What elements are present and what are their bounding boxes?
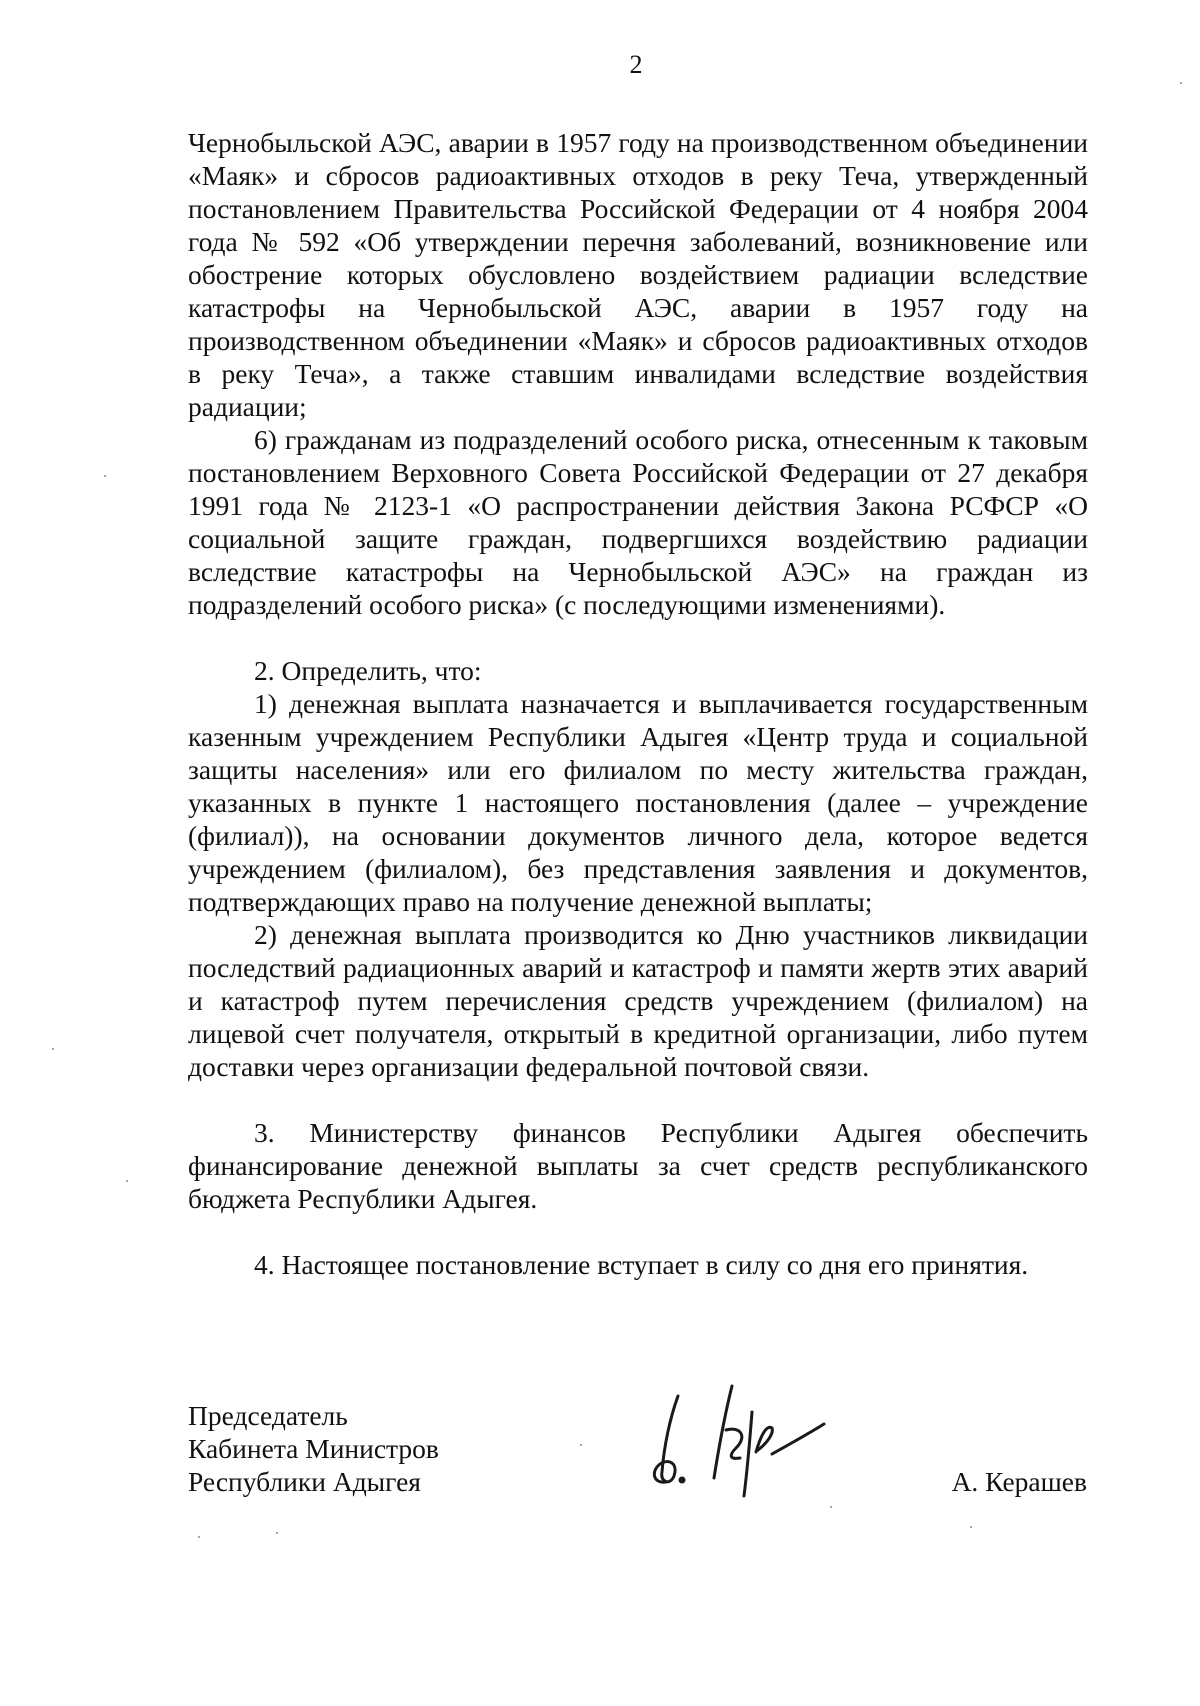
scan-speck <box>580 1444 582 1446</box>
signatory-title-line: Председатель <box>188 1400 348 1431</box>
handwritten-signature <box>640 1368 840 1508</box>
paragraph-section-3: 3. Министерству финансов Республики Адыгея обеспечить финансирование денежной выплаты за счет средств республиканского бюджета Республики Адыгея. <box>188 1117 1088 1214</box>
signatory-name: А. Керашев <box>951 1466 1087 1497</box>
paragraph-section-2-item-1: 1) денежная выплата назначается и выплачивается государственным казенным учреждением Республики Адыгея «Центр труда и социальной защиты населения» или его филиалом по месту жительства граждан, указанных в пункте 1 настоящего постановления (далее – учреждение (филиал)), на основании документов личного дела, которое ведется учреждением (филиалом), без представления заявления и документов, подтверждающих право на получение денежной выплаты; <box>188 688 1088 917</box>
scan-speck <box>1180 82 1182 84</box>
paragraph-section-4: 4. Настоящее постановление вступает в силу со дня его принятия. <box>254 1249 1029 1280</box>
signatory-title-line: Республики Адыгея <box>188 1466 421 1497</box>
scan-speck <box>198 1536 200 1538</box>
paragraph-continuation: Чернобыльской АЭС, аварии в 1957 году на производственном объединении «Маяк» и сбросов радиоактивных отходов в реку Теча, утвержденный постановлением Правительства Российской Федерации от 4 ноября 2004 года № 592 «Об утверждении перечня заболеваний, возникновение или обострение которых обусловлено воздействием радиации вследствие катастрофы на Чернобыльской АЭС, аварии в 1957 году на производственном объединении «Маяк» и сбросов радиоактивных отходов в реку Теча», а также ставшим инвалидами вследствие воздействия радиации; <box>188 127 1088 422</box>
paragraph-section-2: 2. Определить, что: <box>254 655 482 686</box>
scan-speck <box>52 1048 54 1050</box>
paragraph-section-2-item-2: 2) денежная выплата производится ко Дню участников ликвидации последствий радиационных аварий и катастроф и памяти жертв этих аварий и катастроф путем перечисления средств учреждением (филиалом) на лицевой счет получателя, открытый в кредитной организации, либо путем доставки через организации федеральной почтовой связи. <box>188 919 1088 1082</box>
scan-speck <box>276 1532 278 1534</box>
signatory-title <box>188 1399 439 1498</box>
paragraph-item-6: 6) гражданам из подразделений особого риска, отнесенным к таковым постановлением Верховного Совета Российской Федерации от 27 декабря 1991 года № 2123-1 «О распространении действия Закона РСФСР «О социальной защите граждан, подвергшихся воздействию радиации вследствие катастрофы на Чернобыльской АЭС» на граждан из подразделений особого риска» (с последующими изменениями). <box>188 424 1088 620</box>
signatory-title-line: Кабинета Министров <box>188 1433 439 1464</box>
scan-speck <box>104 475 106 477</box>
scan-speck <box>970 1526 972 1528</box>
page-number: 2 <box>629 50 643 79</box>
scan-speck <box>126 1180 128 1182</box>
document-body <box>188 126 1088 1281</box>
scan-speck <box>830 1506 832 1508</box>
